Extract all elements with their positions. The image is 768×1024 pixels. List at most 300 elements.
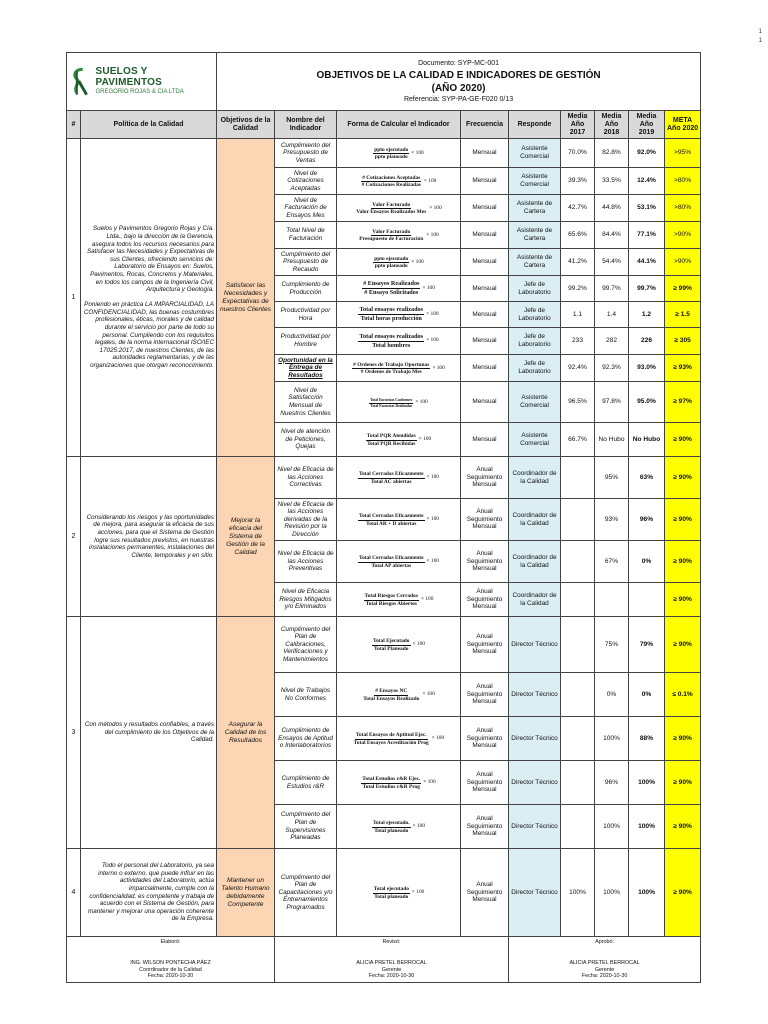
- objectives-table-body: [67, 53, 701, 937]
- formula-numerator: Total Cerradas Eficazmente: [359, 513, 424, 519]
- indicator-frequency: Anual Seguimiento Mensual: [461, 541, 509, 583]
- column-header: Objetivos de la Calidad: [217, 111, 275, 139]
- document-header: [217, 53, 701, 111]
- value-2017: [561, 805, 595, 849]
- indicator-frequency: Anual Seguimiento Mensual: [461, 457, 509, 499]
- value-2018: 82.8%: [595, 139, 629, 168]
- indicator-name: Nivel de atención de Peticiones, Quejas: [275, 423, 337, 457]
- value-2017: [561, 617, 595, 673]
- signature-date: Fecha: 2020-10-30: [147, 973, 194, 980]
- value-2017: 233: [561, 328, 595, 355]
- formula-multiplier: × 100: [426, 337, 439, 344]
- indicator-responsible: Asistente Comercial: [509, 423, 561, 457]
- quality-objectives-document: [66, 52, 700, 983]
- indicator-responsible: Asistente Comercial: [509, 168, 561, 195]
- page-number-bottom: 1: [758, 38, 762, 44]
- formula-numerator: # Cotizaciones Aceptadas: [362, 174, 421, 181]
- indicator-row: [67, 139, 701, 168]
- indicator-formula: [337, 617, 461, 673]
- target-2020: ≥ 90%: [665, 617, 701, 673]
- formula-multiplier: × 100: [415, 399, 428, 406]
- value-2019: 1.2: [629, 302, 665, 328]
- indicator-responsible: Jefe de Laboratorio: [509, 276, 561, 302]
- formula-multiplier: × 100: [411, 258, 424, 265]
- indicator-responsible: Asistente de Cartera: [509, 249, 561, 276]
- indicator-name: Nivel de Satisfacción Mensual de Nuestros Clientes: [275, 382, 337, 423]
- formula-denominator: Total hombres: [372, 341, 411, 349]
- indicator-formula: [337, 717, 461, 761]
- indicator-formula: [337, 139, 461, 168]
- indicator-row: [67, 617, 701, 673]
- formula-numerator: # Ensayos Realizados: [363, 280, 420, 288]
- value-2018: 84.4%: [595, 222, 629, 249]
- formula-numerator: Total ejecutado: [373, 886, 409, 892]
- indicator-responsible: Asistente de Cartera: [509, 195, 561, 222]
- value-2018: 93%: [595, 499, 629, 541]
- quality-objective: Mantener un Talento Humano debidamente Competente: [217, 849, 275, 937]
- formula-denominator: Total planeado: [374, 893, 409, 900]
- formula-fraction: [361, 175, 437, 189]
- indicator-formula: [337, 355, 461, 382]
- indicator-frequency: Anual Seguimiento Mensual: [461, 583, 509, 617]
- indicator-frequency: Anual Seguimiento Mensual: [461, 673, 509, 717]
- formula-numerator: Total ensayos realizados: [359, 332, 424, 340]
- indicator-responsible: Director Técnico: [509, 717, 561, 761]
- indicator-name: Cumplimiento del Plan de Supervisiones Planeadas: [275, 805, 337, 849]
- indicator-frequency: Mensual: [461, 195, 509, 222]
- target-2020: ≥ 90%: [665, 849, 701, 937]
- formula-fraction: [358, 333, 438, 349]
- indicator-frequency: Mensual: [461, 328, 509, 355]
- indicator-formula: [337, 805, 461, 849]
- indicator-formula: [337, 673, 461, 717]
- value-2018: 92.3%: [595, 355, 629, 382]
- column-header: Frecuencia: [461, 111, 509, 139]
- value-2018: 99.7%: [595, 276, 629, 302]
- indicator-formula: [337, 457, 461, 499]
- value-2018: No Hubo: [595, 423, 629, 457]
- indicator-responsible: Director Técnico: [509, 849, 561, 937]
- formula-fraction: [372, 638, 425, 652]
- document-code: Documento: SYP-MC-001: [418, 59, 500, 67]
- formula-numerator: Total Encuestas Conformes: [370, 397, 413, 402]
- indicator-responsible: Coordinador de la Calidad: [509, 457, 561, 499]
- indicator-row: [67, 849, 701, 937]
- formula-fraction: [373, 256, 423, 270]
- value-2017: [561, 583, 595, 617]
- signature-name: ALICIA PRETEL BERROCAL: [569, 959, 640, 966]
- indicator-frequency: Mensual: [461, 382, 509, 423]
- formula-fraction: [358, 513, 439, 527]
- value-2019: 53.1%: [629, 195, 665, 222]
- indicator-row: [67, 457, 701, 499]
- indicator-name: Cumplimiento del Plan de Calibraciones, Verificaciones y Mantenimientos: [275, 617, 337, 673]
- indicator-name: Cumplimiento de Producción: [275, 276, 337, 302]
- formula-multiplier: × 100: [423, 779, 436, 786]
- value-2019: 93.0%: [629, 355, 665, 382]
- value-2018: 54.4%: [595, 249, 629, 276]
- value-2019: No Hubo: [629, 423, 665, 457]
- formula-numerator: ppto ejecutado: [374, 255, 409, 262]
- value-2018: 1.4: [595, 302, 629, 328]
- indicator-name: Cumplimiento de Ensayos de Aptitud o Interlaboratorios: [275, 717, 337, 761]
- quality-objective: Mejorar la eficacia del Sistema de Gestión de la Calidad: [217, 457, 275, 617]
- indicator-name: Cumplimiento de Estudios r&R: [275, 761, 337, 805]
- formula-denominator: ppto planeado: [374, 154, 408, 160]
- target-2020: ≥ 99%: [665, 276, 701, 302]
- indicator-name: Total Nivel de Facturación: [275, 222, 337, 249]
- indicator-responsible: Asistente de Cartera: [509, 222, 561, 249]
- signature-prepared: [67, 937, 275, 983]
- formula-fraction: [352, 362, 445, 376]
- signature-block: [67, 937, 701, 983]
- formula-multiplier: × 100: [411, 149, 424, 156]
- formula-numerator: Total Ensayos de Aptitud Ejec.: [355, 732, 427, 738]
- value-2018: 96%: [595, 761, 629, 805]
- indicator-name: Nivel de Eficacia Riesgos Mitigados y/o Eliminados: [275, 583, 337, 617]
- target-2020: >90%: [665, 222, 701, 249]
- value-2018: 0%: [595, 673, 629, 717]
- signature-role: Gerente: [594, 966, 615, 973]
- value-2018: 97.8%: [595, 382, 629, 423]
- value-2019: 92.0%: [629, 139, 665, 168]
- indicator-responsible: Jefe de Laboratorio: [509, 328, 561, 355]
- formula-denominator: Total AR + D abiertas: [366, 520, 417, 527]
- indicator-formula: [337, 423, 461, 457]
- value-2017: [561, 717, 595, 761]
- value-2019: 226: [629, 328, 665, 355]
- signature-row: [67, 937, 701, 983]
- objective-number: 1: [67, 139, 81, 457]
- value-2017: 66.7%: [561, 423, 595, 457]
- formula-denominator: Total PQR Recibidas: [367, 440, 416, 447]
- value-2017: [561, 499, 595, 541]
- formula-numerator: Total Ejecutado: [373, 638, 410, 644]
- formula-denominator: Total Encuestas Realizadas: [370, 403, 413, 408]
- formula-fraction: [361, 776, 435, 790]
- indicator-frequency: Mensual: [461, 276, 509, 302]
- indicator-frequency: Mensual: [461, 139, 509, 168]
- target-2020: >80%: [665, 168, 701, 195]
- value-2018: [595, 583, 629, 617]
- indicator-responsible: Asistente Comercial: [509, 382, 561, 423]
- quality-policy-text: Considerando los riesgos y las oportunidades de mejora, para asegurar la eficacia de sus acciones, para que el Sistema de Gestión logre sus resultados previstos, en nuestras instalaciones permanentes, instalaciones del Cliente, temporales y en sitio.: [81, 457, 217, 617]
- formula-numerator: Total ensayos realizados: [359, 306, 424, 314]
- company-subname: GREGORIO ROJAS & CIA LTDA: [95, 89, 184, 95]
- target-2020: ≥ 90%: [665, 423, 701, 457]
- header-row: [67, 53, 701, 111]
- formula-denominator: Valor Ensayos Realizados Mes: [356, 209, 427, 215]
- formula-multiplier: × 100: [426, 231, 439, 238]
- quality-objective: Asegurar la Calidad de los Resultados: [217, 617, 275, 849]
- indicator-frequency: Mensual: [461, 355, 509, 382]
- indicator-responsible: Director Técnico: [509, 761, 561, 805]
- formula-numerator: Total PQR Atendidas: [366, 433, 416, 439]
- indicator-responsible: Director Técnico: [509, 673, 561, 717]
- column-header: Media Año 2017: [561, 111, 595, 139]
- value-2017: 1.1: [561, 302, 595, 328]
- formula-denominator: # Ordenes de Trabajo Mes: [360, 369, 422, 375]
- value-2018: 282: [595, 328, 629, 355]
- indicator-frequency: Anual Seguimiento Mensual: [461, 761, 509, 805]
- indicator-formula: [337, 541, 461, 583]
- formula-multiplier: × 100: [431, 735, 445, 742]
- value-2018: 100%: [595, 805, 629, 849]
- value-2018: 33.5%: [595, 168, 629, 195]
- value-2018: 100%: [595, 717, 629, 761]
- formula-fraction: [355, 202, 441, 216]
- indicator-responsible: Coordinador de la Calidad: [509, 541, 561, 583]
- column-header-row: [67, 111, 701, 139]
- objective-number: 3: [67, 617, 81, 849]
- quality-policy-text: Con métodos y resultados confiables, a través del cumplimiento de los Objetivos de la Calidad.: [81, 617, 217, 849]
- indicator-name: Productividad por Hombre: [275, 328, 337, 355]
- indicator-frequency: Anual Seguimiento Mensual: [461, 849, 509, 937]
- indicator-name: Nivel de Eficacia de las Acciones derivadas de la Revisión por la Dirección: [275, 499, 337, 541]
- formula-denominator: Total Ensayos Acreditación Prog: [353, 739, 429, 746]
- formula-denominator: Total horas producción: [360, 315, 422, 322]
- indicator-responsible: Asistente Comercial: [509, 139, 561, 168]
- signature-label: Revisó:: [382, 939, 401, 946]
- objective-number: 2: [67, 457, 81, 617]
- signature-role: Coordinador de la Calidad: [139, 966, 202, 973]
- column-header: Media Año 2019: [629, 111, 665, 139]
- value-2017: [561, 673, 595, 717]
- value-2018: 75%: [595, 617, 629, 673]
- indicator-frequency: Mensual: [461, 302, 509, 328]
- indicator-formula: [337, 195, 461, 222]
- target-2020: ≥ 305: [665, 328, 701, 355]
- document-title: OBJETIVOS DE LA CALIDAD E INDICADORES DE GESTIÓN: [316, 69, 601, 81]
- indicator-formula: [337, 761, 461, 805]
- column-header: Responde: [509, 111, 561, 139]
- formula-numerator: ppto ejecutado: [374, 146, 409, 153]
- target-2020: ≥ 93%: [665, 355, 701, 382]
- indicator-frequency: Anual Seguimiento Mensual: [461, 499, 509, 541]
- indicator-frequency: Anual Seguimiento Mensual: [461, 717, 509, 761]
- formula-multiplier: × 100: [420, 596, 434, 603]
- formula-fraction: [358, 306, 438, 322]
- value-2018: 67%: [595, 541, 629, 583]
- target-2020: ≥ 90%: [665, 541, 701, 583]
- indicator-name: Nivel de Cotizaciones Aceptadas: [275, 168, 337, 195]
- value-2019: 79%: [629, 617, 665, 673]
- formula-multiplier: × 100: [426, 516, 439, 523]
- indicator-name: Nivel de Eficacia de las Acciones Correctivas: [275, 457, 337, 499]
- column-header: #: [67, 111, 81, 139]
- indicator-formula: [337, 249, 461, 276]
- formula-numerator: Total Cerradas Eficazmente: [359, 555, 424, 561]
- indicator-formula: [337, 382, 461, 423]
- value-2019: 100%: [629, 761, 665, 805]
- indicator-name: Oportunidad en la Entrega de Resultados: [275, 355, 337, 382]
- value-2019: 0%: [629, 541, 665, 583]
- indicator-responsible: Director Técnico: [509, 805, 561, 849]
- formula-multiplier: × 100: [426, 310, 439, 317]
- indicator-frequency: Mensual: [461, 222, 509, 249]
- target-2020: ≥ 90%: [665, 805, 701, 849]
- indicator-name: Cumplimiento del Plan de Capacitaciones y/o Entrenamientos Programados: [275, 849, 337, 937]
- target-2020: ≥ 90%: [665, 717, 701, 761]
- indicator-name: Nivel de Trabajos No Conformes: [275, 673, 337, 717]
- target-2020: >80%: [665, 195, 701, 222]
- formula-denominator: Total Planeado: [374, 645, 409, 652]
- formula-fraction: [366, 433, 431, 447]
- formula-numerator: Valor Facturado: [372, 201, 411, 208]
- formula-multiplier: × 100: [422, 284, 435, 291]
- value-2017: 42.7%: [561, 195, 595, 222]
- indicator-frequency: Mensual: [461, 168, 509, 195]
- page-number: [759, 28, 762, 46]
- value-2019: 95.0%: [629, 382, 665, 423]
- indicator-formula: [337, 499, 461, 541]
- value-2019: 96%: [629, 499, 665, 541]
- signature-name: ALICIA PRETEL BERROCAL: [356, 959, 427, 966]
- formula-fraction: [373, 886, 425, 900]
- formula-fraction: [364, 593, 434, 607]
- column-header: META Año 2020: [665, 111, 701, 139]
- indicator-name: Cumplimiento del Presupuesto de Ventas: [275, 139, 337, 168]
- target-2020: ≤ 0.1%: [665, 673, 701, 717]
- formula-fraction: [358, 471, 439, 485]
- formula-denominator: Presupuesto de Facturación: [359, 236, 424, 242]
- page-number-top: 1: [758, 29, 762, 35]
- document-year: (AÑO 2020): [431, 82, 486, 94]
- indicator-formula: [337, 328, 461, 355]
- signature-role: Gerente: [381, 966, 402, 973]
- formula-fraction: [372, 820, 425, 834]
- formula-numerator: # Ensayos NC: [375, 688, 408, 694]
- signature-reviewed: [275, 937, 509, 983]
- value-2019: 99.7%: [629, 276, 665, 302]
- formula-denominator: Total Estudios r&R Prog: [362, 783, 420, 790]
- indicator-formula: [337, 276, 461, 302]
- quality-objective: Satisfacer las Necesidades y Expectativas de nuestros Clientes: [217, 139, 275, 457]
- formula-multiplier: × 100: [412, 823, 426, 830]
- value-2019: 77.1%: [629, 222, 665, 249]
- quality-policy-text: Todo el personal del Laboratorio, ya sea interno o externo, que puede influir en las actividades del Laboratorio, actúa imparcialmente, cumple con la confidencialidad, es competente y trabaja de acuerdo con el Sistema de Gestión, para mantener y mejorar una operación coherente de la Empresa.: [81, 849, 217, 937]
- formula-multiplier: × 100: [412, 641, 425, 648]
- formula-numerator: Total Estudios r&R Ejec.: [362, 776, 421, 782]
- signature-approved: [509, 937, 701, 983]
- formula-fraction: [358, 229, 438, 243]
- indicator-responsible: Coordinador de la Calidad: [509, 583, 561, 617]
- indicator-responsible: Jefe de Laboratorio: [509, 355, 561, 382]
- signature-label: Aprobó:: [595, 939, 614, 946]
- value-2017: [561, 761, 595, 805]
- formula-denominator: Total planeado: [374, 827, 409, 834]
- formula-fraction: [373, 147, 423, 161]
- objective-number: 4: [67, 849, 81, 937]
- value-2019: 0%: [629, 673, 665, 717]
- target-2020: ≥ 90%: [665, 583, 701, 617]
- formula-multiplier: × 100: [411, 889, 425, 896]
- quality-policy-text: Suelos y Pavimentos Gregorio Rojas y Cía. Ltda., bajo la dirección de la Gerencia, asegura todos los recursos necesarios para Satisfacer las Necesidades y Expectativas de sus Clientes, ofreciendo servicios de: Laboratorio de Ensayos en: Suelos, Pavimentos, Rocas, Concretos y Materiales, en todos los campos de la Ingeniería Civil, Arquitectura y Geología. Poniendo en práctica LA IMPARCIALIDAD, LA CONFIDENCIALIDAD, las buenas costumbres profesionales, éticas, morales y de calidad durante el servicio por parte de todo su personal. Cumpliendo con los requisitos legales, de la norma internacional ISO/IEC 17025:2017, de nuestros Clientes, de las autoridades reglamentarias, y de las organizaciones que otorgan reconocimiento.: [81, 139, 217, 457]
- value-2019: 63%: [629, 457, 665, 499]
- indicator-frequency: Anual Seguimiento Mensual: [461, 617, 509, 673]
- target-2020: >95%: [665, 139, 701, 168]
- formula-denominator: ppto planeado: [374, 263, 408, 269]
- formula-multiplier: × 100: [432, 364, 445, 371]
- signature-label: Elaboró:: [160, 939, 181, 946]
- formula-fraction: [369, 398, 427, 409]
- target-2020: ≥ 1.5: [665, 302, 701, 328]
- formula-fraction: [362, 280, 435, 296]
- target-2020: ≥ 90%: [665, 457, 701, 499]
- value-2019: 88%: [629, 717, 665, 761]
- indicator-formula: [337, 849, 461, 937]
- formula-fraction: [353, 732, 444, 746]
- formula-denominator: # Ensayo Solicitados: [364, 289, 419, 296]
- value-2017: 41.2%: [561, 249, 595, 276]
- formula-multiplier: × 100: [429, 204, 442, 211]
- indicator-responsible: Jefe de Laboratorio: [509, 302, 561, 328]
- value-2017: [561, 457, 595, 499]
- value-2019: 12.4%: [629, 168, 665, 195]
- formula-multiplier: × 100: [426, 558, 439, 565]
- indicator-responsible: Director Técnico: [509, 617, 561, 673]
- formula-denominator: Total AC abiertas: [370, 478, 412, 485]
- formula-denominator: Total AP abiertas: [371, 562, 412, 569]
- formula-multiplier: × 100: [418, 436, 432, 443]
- indicator-name: Cumplimiento del Presupuesto de Recaudo: [275, 249, 337, 276]
- column-header: Política de la Calidad: [81, 111, 217, 139]
- indicator-formula: [337, 222, 461, 249]
- target-2020: >90%: [665, 249, 701, 276]
- value-2019: 100%: [629, 849, 665, 937]
- formula-denominator: Total Ensayos Realizado: [363, 695, 420, 702]
- indicator-name: Productividad por Hora: [275, 302, 337, 328]
- column-header: Forma de Calcular el Indicador: [337, 111, 461, 139]
- formula-numerator: Total ejecutado.: [372, 820, 410, 826]
- formula-denominator: # Cotizaciones Realizadas: [361, 182, 421, 188]
- signature-name: ING. WILSON PONTECHA PÁEZ: [130, 959, 211, 966]
- formula-fraction: [362, 688, 435, 702]
- indicator-formula: [337, 302, 461, 328]
- objectives-table: [66, 52, 701, 983]
- value-2017: 92.4%: [561, 355, 595, 382]
- company-logo: [67, 53, 217, 111]
- formula-numerator: Total Cerradas Eficazmente: [359, 471, 424, 477]
- value-2019: 44.1%: [629, 249, 665, 276]
- formula-multiplier: × 100: [426, 474, 439, 481]
- indicator-frequency: Mensual: [461, 423, 509, 457]
- value-2017: [561, 541, 595, 583]
- value-2019: 100%: [629, 805, 665, 849]
- indicator-formula: [337, 583, 461, 617]
- target-2020: ≥ 97%: [665, 382, 701, 423]
- column-header: Media Año 2018: [595, 111, 629, 139]
- signature-date: Fecha: 2020-10-30: [368, 973, 415, 980]
- formula-fraction: [358, 555, 439, 569]
- value-2017: 100%: [561, 849, 595, 937]
- column-header: Nombre del Indicador: [275, 111, 337, 139]
- indicator-responsible: Coordinador de la Calidad: [509, 499, 561, 541]
- formula-numerator: # Ordenes de Trabajo Oportunas: [353, 361, 430, 368]
- formula-denominator: Total Riesgos Abiertos: [365, 600, 417, 607]
- company-name: SUELOS Y PAVIMENTOS: [95, 66, 162, 88]
- company-logo-icon: [69, 65, 91, 99]
- formula-multiplier: × 100: [423, 177, 437, 184]
- signature-date: Fecha: 2020-10-30: [581, 973, 628, 980]
- target-2020: ≥ 90%: [665, 499, 701, 541]
- value-2018: 95%: [595, 457, 629, 499]
- indicator-formula: [337, 168, 461, 195]
- target-2020: ≥ 90%: [665, 761, 701, 805]
- formula-numerator: Valor Facturado: [372, 228, 411, 235]
- indicator-frequency: Mensual: [461, 249, 509, 276]
- formula-multiplier: × 100: [422, 691, 435, 698]
